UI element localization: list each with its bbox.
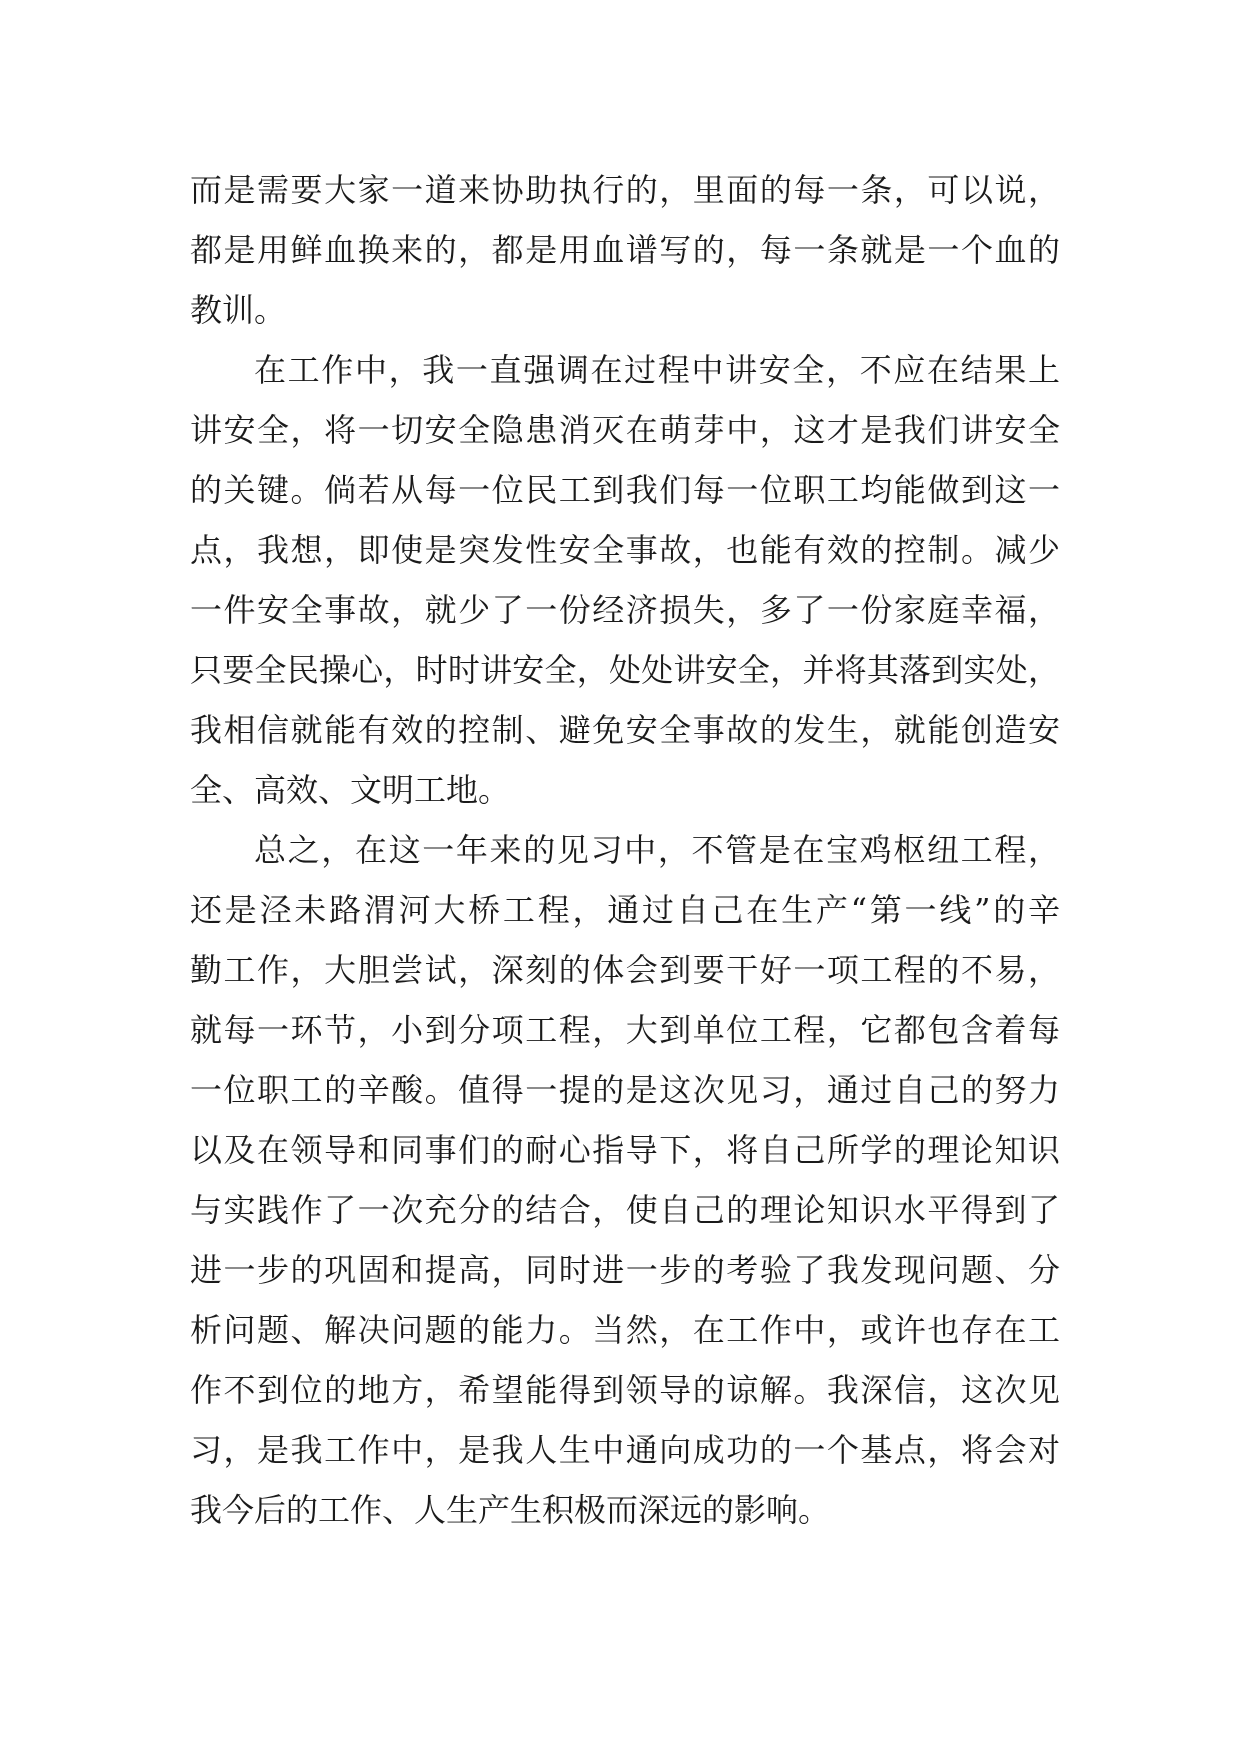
text-line: 习，是我工作中，是我人生中通向成功的一个基点，将会对 [190,1431,1060,1469]
text-line: 教训。 [190,291,287,329]
document-body [190,160,1060,1540]
text-line: 讲安全，将一切安全隐患消灭在萌芽中，这才是我们讲安全 [190,411,1060,449]
text-line: 一件安全事故，就少了一份经济损失，多了一份家庭幸福， [190,591,1060,629]
text-line: 就每一环节，小到分项工程，大到单位工程，它都包含着每 [190,1011,1060,1049]
text-line: 全、高效、文明工地。 [190,771,511,809]
paragraph [190,820,1060,1540]
paragraph [190,160,1060,340]
paragraph [190,340,1060,820]
text-line: 与实践作了一次充分的结合，使自己的理论知识水平得到了 [190,1191,1060,1229]
text-line: 作不到位的地方，希望能得到领导的谅解。我深信，这次见 [190,1371,1060,1409]
text-line: 而是需要大家一道来协助执行的，里面的每一条，可以说， [190,171,1060,209]
text-line: 我相信就能有效的控制、避免安全事故的发生，就能创造安 [190,711,1060,749]
text-line: 以及在领导和同事们的耐心指导下，将自己所学的理论知识 [190,1131,1060,1169]
text-line: 的关键。倘若从每一位民工到我们每一位职工均能做到这一 [190,471,1060,509]
text-line: 一位职工的辛酸。值得一提的是这次见习，通过自己的努力 [190,1071,1060,1109]
text-line: 勤工作，大胆尝试，深刻的体会到要干好一项工程的不易， [190,951,1060,989]
text-line: 我今后的工作、人生产生积极而深远的影响。 [190,1491,831,1529]
text-line: 在工作中，我一直强调在过程中讲安全，不应在结果上 [254,351,1060,389]
text-line: 总之，在这一年来的见习中，不管是在宝鸡枢纽工程， [254,831,1060,869]
text-line: 还是泾未路渭河大桥工程，通过自己在生产“第一线”的辛 [190,891,1060,929]
text-line: 进一步的巩固和提高，同时进一步的考验了我发现问题、分 [190,1251,1060,1289]
text-line: 只要全民操心，时时讲安全，处处讲安全，并将其落到实处， [190,651,1060,689]
text-line: 都是用鲜血换来的，都是用血谱写的，每一条就是一个血的 [190,231,1060,269]
text-line: 点，我想，即使是突发性安全事故，也能有效的控制。减少 [190,531,1060,569]
text-line: 析问题、解决问题的能力。当然，在工作中，或许也存在工 [190,1311,1060,1349]
